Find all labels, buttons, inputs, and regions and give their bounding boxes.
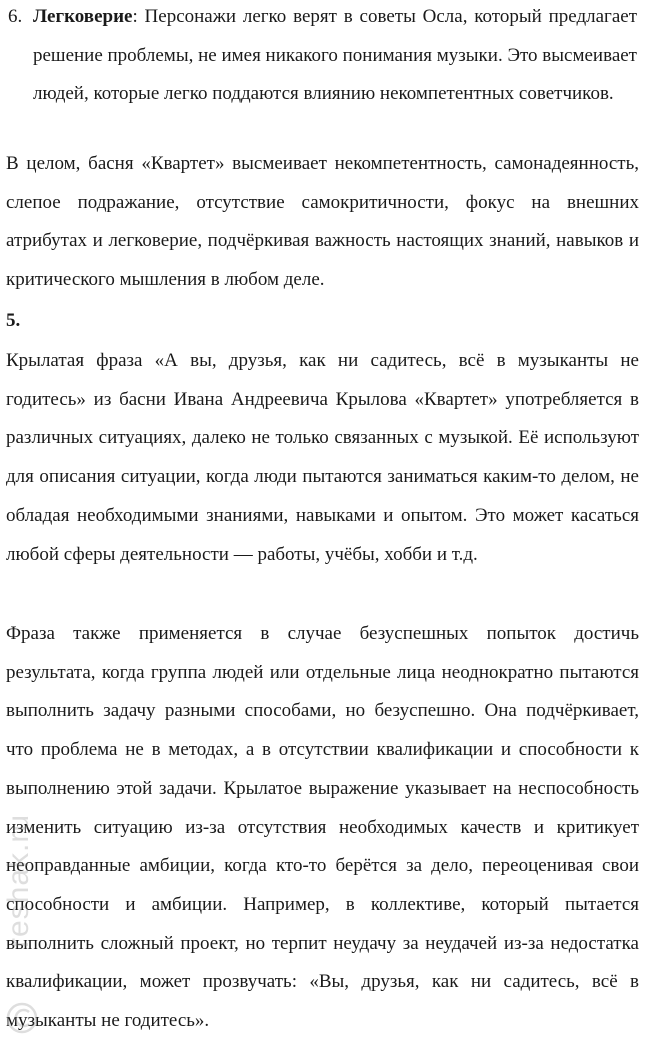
summary-paragraph: В целом, басня «Квартет» высмеивает некомпетентность, самонадеянность, слепое подражание, отсутствие самокритичности, фокус на внешних атрибутах и легковерие, подчёркивая важность настоящих знаний, навыков и критического мышления в любом деле. [6, 153, 639, 291]
list-item-number: 6. [8, 6, 23, 27]
paragraph-idiom-failure: Фраза также применяется в случае безуспешных попыток достичь результата, когда группа людей или отдельные лица неоднократно пытаются выполнить задачу разными способами, но безуспешно. Она подчёркивает, что проблема не в методах, а в отсутствии квалификации и способности к выполнению этой задачи. Крылатое выражение указывает на неспособность изменить ситуацию из-за отсутствия необходимых качеств и критикует неоправданные амбиции, когда кто-то берётся за дело, переоценивая свои способности и амбиции. Например, в коллективе, который пытается выполнить сложный проект, но терпит неудачу за неудачей из-за недостатка квалификации, может прозвучать: «Вы, друзья, как ни садитесь, всё в музыканты не годитесь». [6, 623, 639, 1032]
list-item-6 [8, 0, 637, 114]
paragraph-idiom-usage: Крылатая фраза «А вы, друзья, как ни садитесь, всё в музыканты не годитесь» из басни Ивана Андреевича Крылова «Квартет» употребляется в различных ситуациях, далеко не только связанных с музыкой. Её используют для описания ситуации, когда люди пытаются заниматься каким-то делом, не обладая необходимыми знаниями, навыками и опытом. Это может касаться любой сферы деятельности — работы, учёбы, хобби и т.д. [6, 350, 639, 565]
section-number: 5. [6, 310, 21, 331]
watermark-text: reshak.ru [2, 813, 35, 948]
list-item-term: Легковерие [33, 6, 133, 27]
list-item-text: : Персонажи легко верят в советы Осла, который предлагает решение проблемы, не имея никакого понимания музыки. Это высмеивает людей, которые легко поддаются влиянию некомпетентных советчиков. [33, 6, 637, 105]
